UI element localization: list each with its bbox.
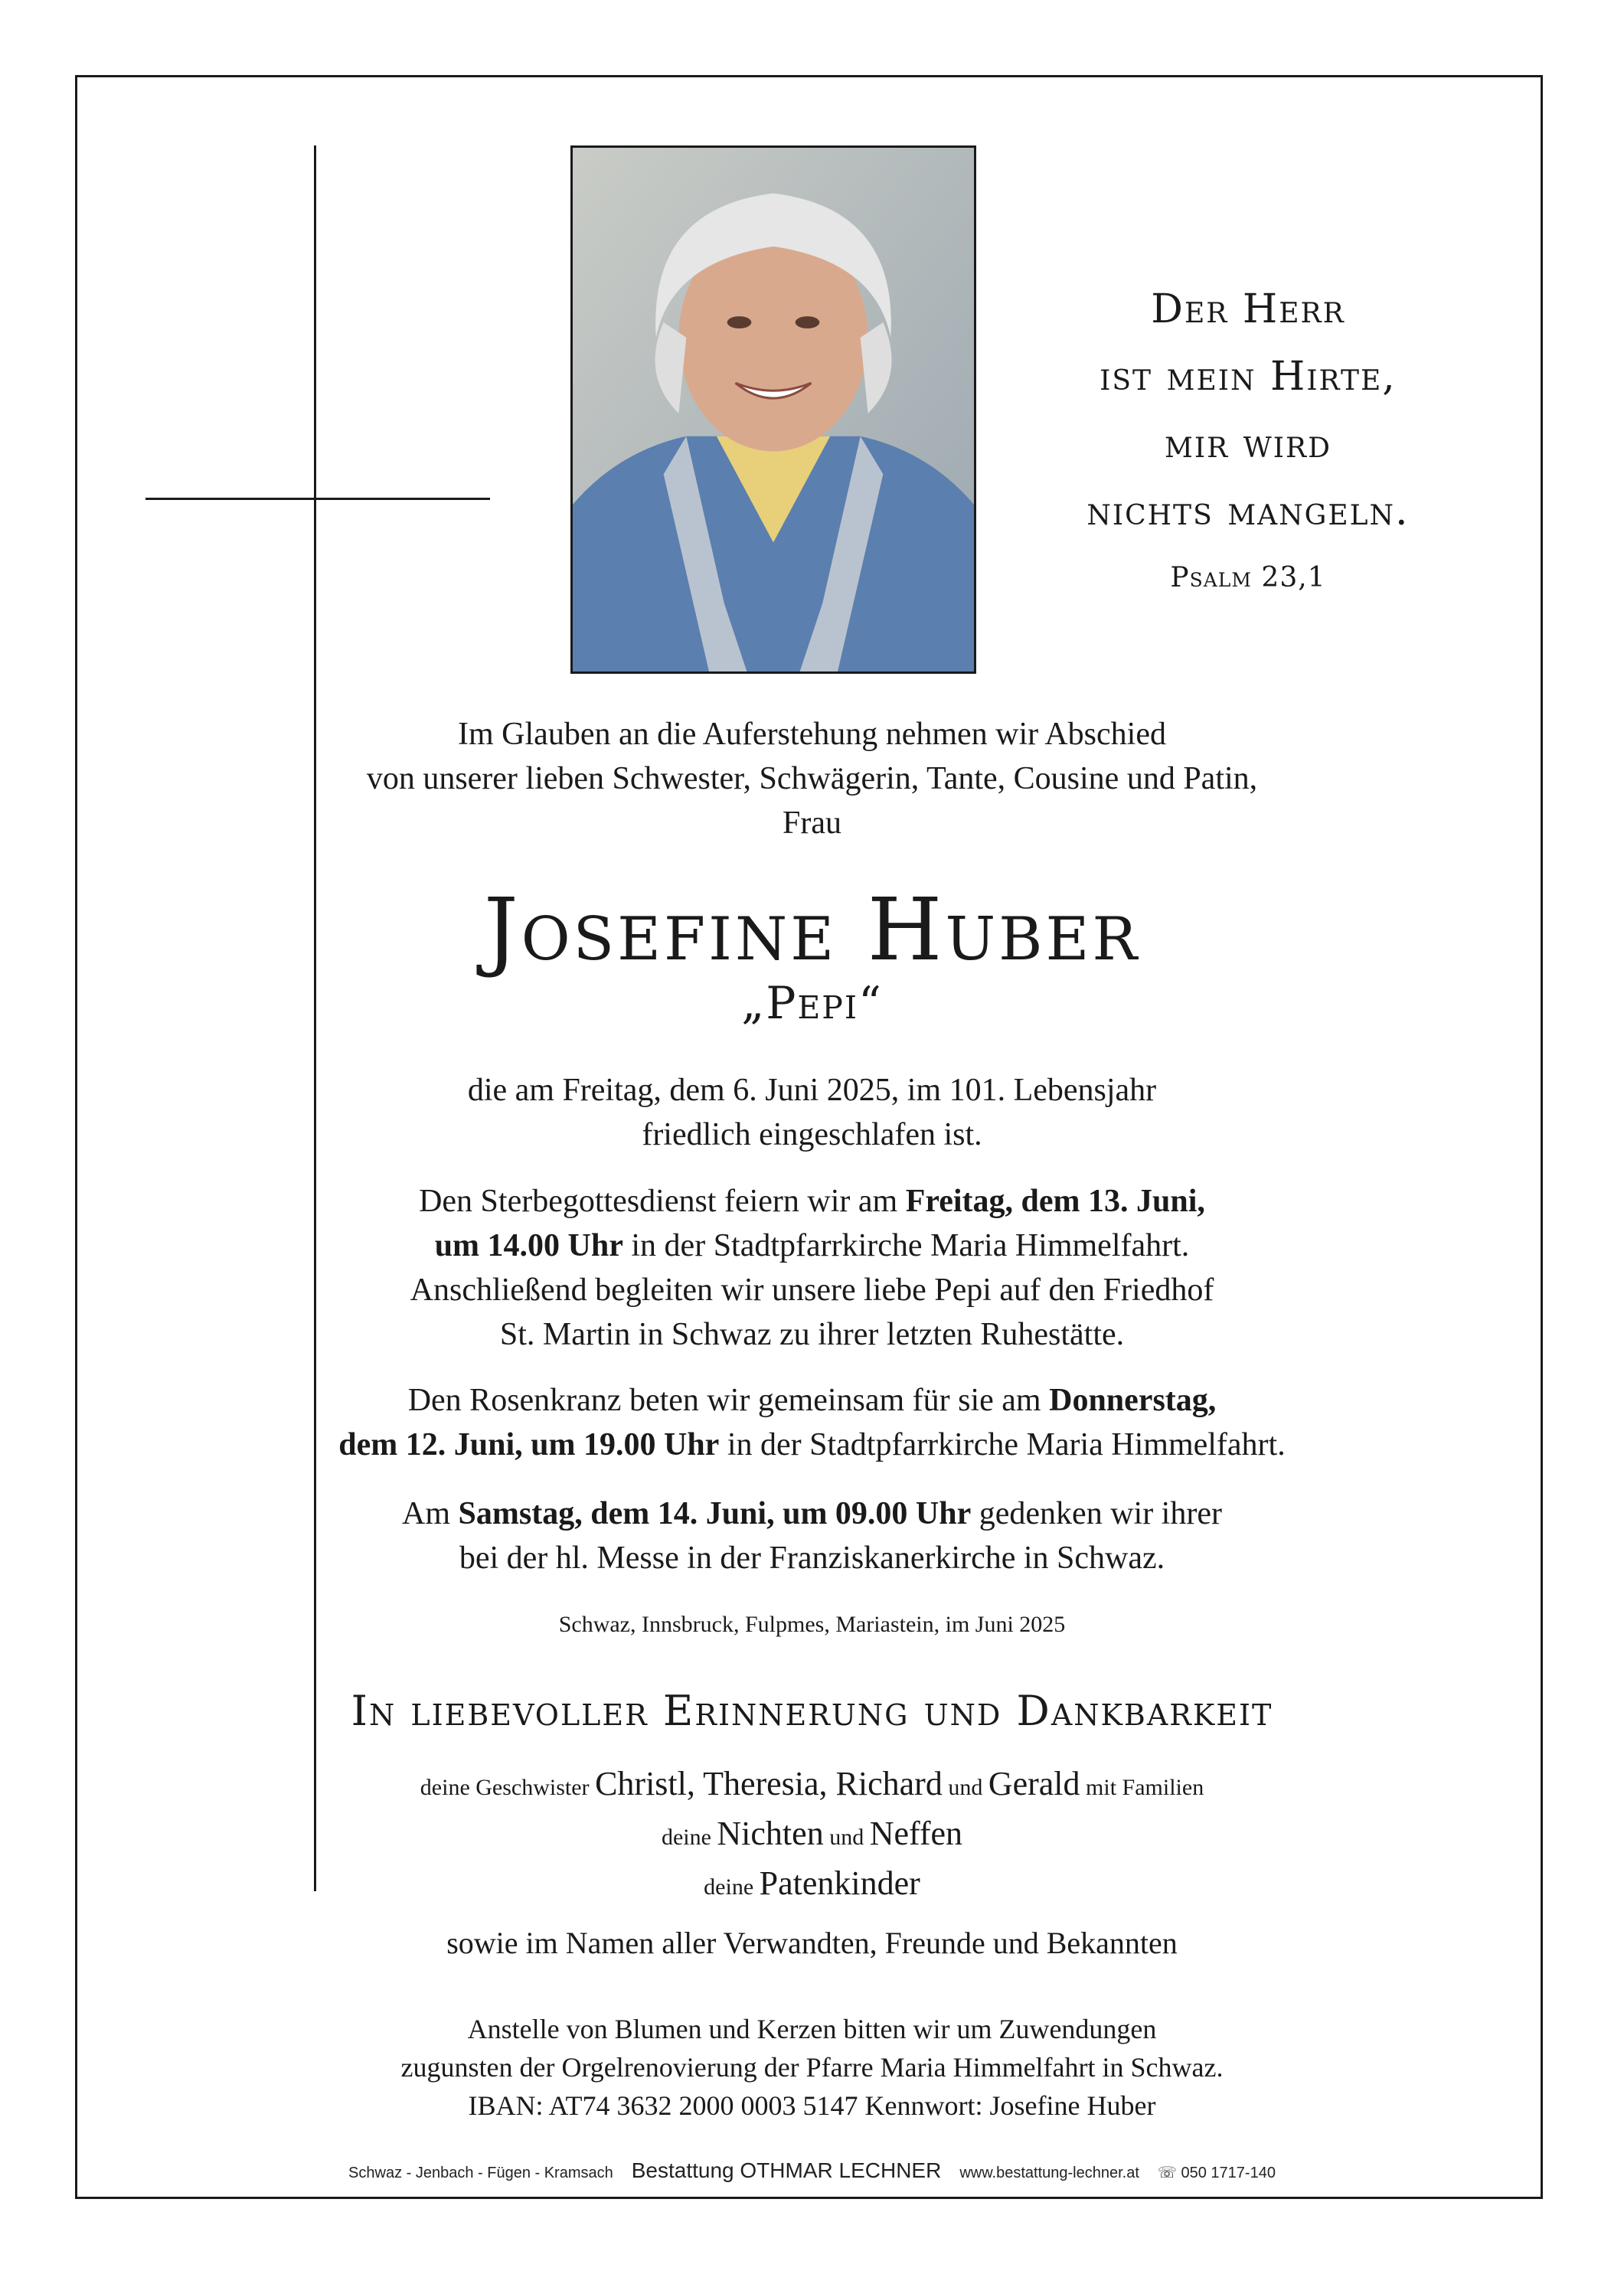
intro-line-3: Frau [783,805,841,841]
family-text: und [823,1825,870,1850]
intro-line-1: Im Glauben an die Auferstehung nehmen wir Abschied [458,717,1166,752]
funeral-paragraph [115,1179,1509,1357]
rosary-paragraph [115,1378,1509,1467]
donation-line-1: Anstelle von Blumen und Kerzen bitten wir um Zuwendungen [467,2014,1157,2044]
funeral-home-footer [115,2159,1509,2184]
rosary-day: Donnerstag, [1049,1383,1217,1418]
godchildren-label: Patenkinder [759,1864,920,1902]
deceased-nickname: „Pepi“ [741,977,883,1029]
funeral-text-b: in der Stadtpfarrkirche Maria Himmelfahrt. [622,1228,1190,1263]
relatives-text: sowie im Namen aller Verwandten, Freunde und Bekannten [446,1926,1178,1960]
mass-line-1 [115,1492,1509,1536]
cross-horizontal-beam [145,498,490,500]
family-line-siblings [115,1761,1509,1811]
memory-heading: In liebevoller Erinnerung und Dankbarkeit [351,1687,1273,1735]
family-text: deine [661,1825,717,1850]
rosary-line-2 [115,1423,1509,1467]
psalm-line-2: ist mein Hirte, [1100,354,1397,400]
psalm-quote [1018,276,1478,593]
mass-line-2: bei der hl. Messe in der Franziskanerkirche in Schwaz. [459,1541,1165,1576]
psalm-reference: Psalm 23,1 [1170,562,1326,593]
nephews-label: Neffen [869,1815,963,1852]
rosary-datetime: dem 12. Juni, um 19.00 Uhr [338,1427,720,1462]
family-text: deine [704,1874,760,1900]
funeral-time: um 14.00 Uhr [434,1228,623,1263]
funeral-text-a: Den Sterbegottesdienst feiern wir am [419,1184,906,1219]
funeral-line-1 [115,1179,1509,1224]
portrait-photo [570,145,976,674]
funeral-line-3: Anschließend begleiten wir unsere liebe Pepi auf den Friedhof [410,1273,1214,1308]
funeral-line-4: St. Martin in Schwaz zu ihrer letzten Ruhestätte. [499,1317,1125,1352]
footer-firm: Bestattung OTHMAR LECHNER [631,2158,942,2182]
portrait-illustration [573,148,974,671]
death-notice [115,1068,1509,1157]
family-text: deine Geschwister [420,1775,596,1800]
footer-phone: ☏ 050 1717-140 [1157,2165,1276,2181]
donation-line-2: zugunsten der Orgelrenovierung der Pfarre Maria Himmelfahrt in Schwaz. [400,2052,1224,2083]
mass-datetime: Samstag, dem 14. Juni, um 09.00 Uhr [458,1496,972,1531]
psalm-line-4: nichts mangeln. [1086,488,1410,534]
footer-website: www.bestattung-lechner.at [959,2165,1139,2181]
nieces-label: Nichten [717,1815,824,1852]
rosary-text-a: Den Rosenkranz beten wir gemeinsam für sie am [407,1383,1050,1418]
place-date: Schwaz, Innsbruck, Fulpmes, Mariastein, im Juni 2025 [558,1612,1066,1637]
family-line-godchildren [115,1861,1509,1910]
psalm-line-3: mir wird [1165,421,1332,467]
psalm-line-1: Der Herr [1151,286,1345,332]
donation-iban: IBAN: AT74 3632 2000 0003 5147 Kennwort: Josefine Huber [468,2090,1156,2121]
rosary-line-1 [115,1378,1509,1423]
sibling-name-gerald: Gerald [988,1765,1080,1802]
family-text: mit Familien [1080,1775,1204,1800]
donation-request [115,2010,1509,2125]
mass-text-end: gedenken wir ihrer [971,1496,1222,1531]
funeral-line-2 [115,1224,1509,1268]
intro-text [115,712,1509,845]
sibling-names: Christl, Theresia, Richard [595,1765,943,1802]
intro-line-2: von unserer lieben Schwester, Schwägerin, Tante, Cousine und Patin, [366,761,1258,796]
mass-text-a: Am [402,1496,459,1531]
footer-locations: Schwaz - Jenbach - Fügen - Kramsach [348,2165,613,2181]
family-line-nieces [115,1811,1509,1861]
funeral-date: Freitag, dem 13. Juni, [905,1184,1205,1219]
deceased-name: Josefine Huber [483,881,1141,980]
family-text: und [942,1775,988,1800]
death-notice-line-2: friedlich eingeschlafen ist. [642,1117,982,1152]
mass-paragraph [115,1492,1509,1580]
family-list [115,1761,1509,1910]
death-notice-line-1: die am Freitag, dem 6. Juni 2025, im 101. Lebensjahr [467,1073,1157,1108]
rosary-text-b: in der Stadtpfarrkirche Maria Himmelfahrt. [719,1427,1286,1462]
